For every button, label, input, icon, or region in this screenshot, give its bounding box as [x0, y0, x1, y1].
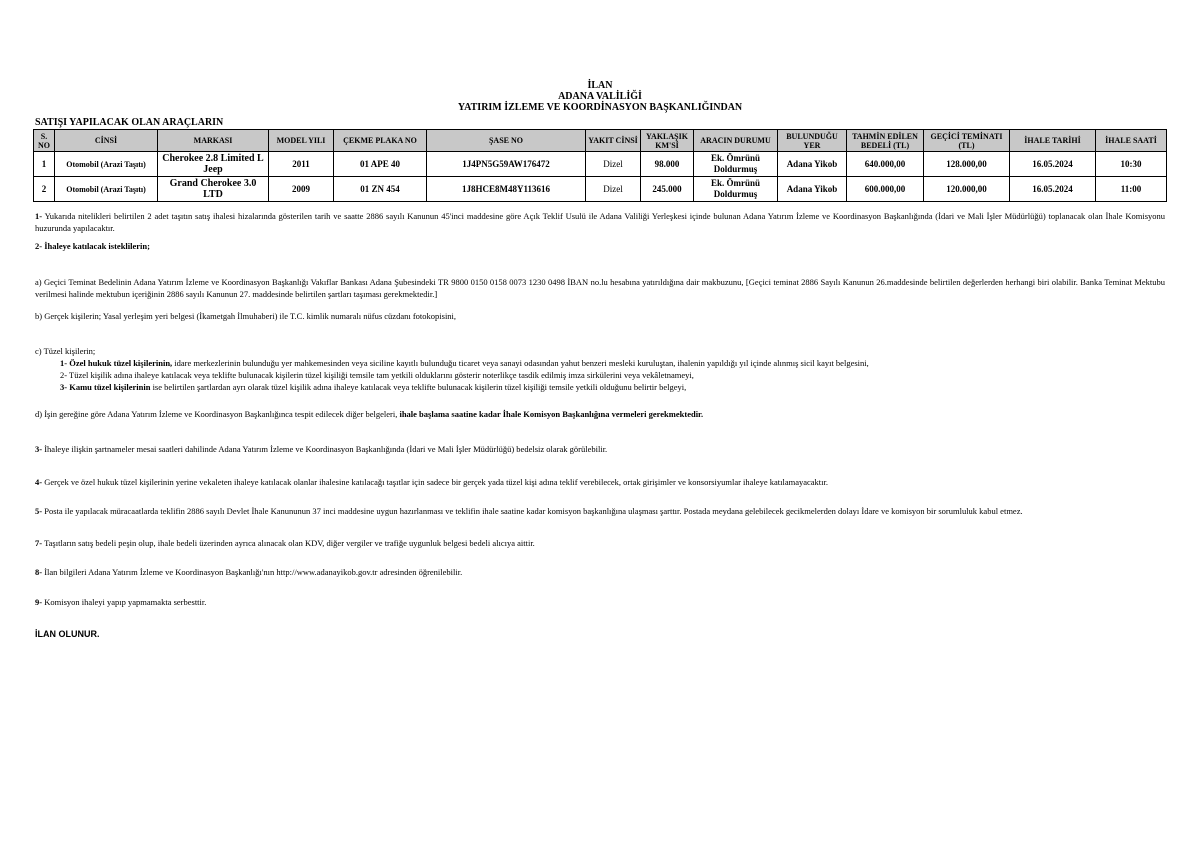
- paragraph-4-text: Gerçek ve özel hukuk tüzel kişilerinin yerine vekaleten ihaleye katılacak olanlar ihalesine katılacağı taşıtlar için sadece bir gerçek yada tüzel kişi adına teklif verebilecek, ortak girişimler ve konsorsiyumlar ihaleye katılamayacaktır.: [42, 477, 829, 487]
- paragraph-8-text: İlan bilgileri Adana Yatırım İzleme ve Koordinasyon Başkanlığı'nın http://www.adanayikob.gov.tr adresinden öğrenilebilir.: [42, 567, 463, 577]
- cell-yakit: Dizel: [586, 152, 641, 177]
- header-tarih: İHALE TARİHİ: [1010, 130, 1096, 152]
- cell-no: 2: [34, 177, 55, 202]
- cell-km: 245.000: [641, 177, 694, 202]
- header-teminat: GEÇİCİ TEMİNATI (TL): [924, 130, 1010, 152]
- paragraph-8-number: 8-: [35, 567, 43, 577]
- cell-km: 98.000: [641, 152, 694, 177]
- cell-model: 2009: [269, 177, 334, 202]
- paragraph-5-number: 5-: [35, 506, 43, 516]
- header-plaka: ÇEKME PLAKA NO: [334, 130, 427, 152]
- table-row: [34, 177, 1167, 202]
- paragraph-1: [35, 210, 1165, 234]
- paragraph-c1-text: idare merkezlerinin bulunduğu yer mahkemesinden veya siciline kayıtlı bulunduğu ticaret veya sanayi odasından yahut benzeri mesleki kuruluştan, ihalenin yapıldığı yıl içinde alınmış sicil kayıt belgesini,: [172, 358, 869, 368]
- cell-durum: Ek. Ömrünü Doldurmuş: [694, 152, 778, 177]
- cell-tarih: 16.05.2024: [1010, 177, 1096, 202]
- closing-statement: İLAN OLUNUR.: [35, 629, 100, 639]
- paragraph-c3-bold: 3- Kamu tüzel kişilerinin: [60, 382, 151, 392]
- notice-title: İLAN: [587, 80, 613, 91]
- paragraph-b: b) Gerçek kişilerin; Yasal yerleşim yeri belgesi (İkametgah İlmuhaberi) ile T.C. kimlik numaralı nüfus cüzdanı fotokopisini,: [35, 311, 457, 321]
- header-durum: ARACIN DURUMU: [694, 130, 778, 152]
- cell-yer: Adana Yikob: [778, 152, 847, 177]
- paragraph-9: [35, 596, 1165, 608]
- department-title: YATIRIM İZLEME VE KOORDİNASYON BAŞKANLIĞINDAN: [457, 102, 743, 113]
- paragraph-9-text: Komisyon ihaleyi yapıp yapmamakta serbesttir.: [42, 597, 207, 607]
- paragraph-3: [35, 443, 1165, 455]
- cell-markasi: Grand Cherokee 3.0 LTD: [158, 177, 269, 202]
- header-km: YAKLAŞIK KM'Sİ: [641, 130, 694, 152]
- header-no: S. NO: [34, 130, 55, 152]
- cell-markasi: Cherokee 2.8 Limited L Jeep: [158, 152, 269, 177]
- cell-saat: 10:30: [1096, 152, 1167, 177]
- table-row: [34, 152, 1167, 177]
- cell-bedel: 640.000,00: [847, 152, 924, 177]
- cell-yakit: Dizel: [586, 177, 641, 202]
- paragraph-3-text: İhaleye ilişkin şartnameler mesai saatleri dahilinde Adana Yatırım İzleme ve Koordinasyon Başkanlığında (İdari ve Mali İşler Müdürlüğü) bedelsiz olarak görülebilir.: [42, 444, 608, 454]
- paragraph-c3-text: ise belirtilen şartlardan ayrı olarak tüzel kişilik adına ihaleye katılacak veya teklifte bulunacak kişilerin tüzel kişiliği temsile yetkili olduğunu belirtir belgeyi,: [150, 382, 687, 392]
- paragraph-d: [35, 408, 1165, 420]
- paragraph-5-text: Posta ile yapılacak müracaatlarda teklifin 2886 sayılı Devlet İhale Kanununun 37 inci maddesine uygun hazırlanması ve teklifin ihale saatine kadar komisyon başkanlığına ulaşması şarttır. Postada meydana gelebilecek gecikmelerden dolayı İdare ve komisyon bir sorumluluk kabul etmez.: [42, 506, 1023, 516]
- table-header-row: [34, 130, 1167, 152]
- paragraph-4-number: 4-: [35, 477, 43, 487]
- header-yakit: YAKIT CİNSİ: [586, 130, 641, 152]
- paragraph-5: [35, 505, 1165, 517]
- paragraph-3-number: 3-: [35, 444, 43, 454]
- cell-teminat: 128.000,00: [924, 152, 1010, 177]
- paragraph-d-text: d) İşin gereğine göre Adana Yatırım İzleme ve Koordinasyon Başkanlığınca tespit edilecek diğer belgeleri,: [35, 409, 400, 419]
- cell-teminat: 120.000,00: [924, 177, 1010, 202]
- paragraph-7-text: Taşıtların satış bedeli peşin olup, ihale bedeli üzerinden ayrıca alınacak olan KDV, diğer vergiler ve trafiğe uygunluk belgesi bedeli alıcıya aittir.: [42, 538, 535, 548]
- paragraph-4: [35, 476, 1165, 488]
- paragraph-9-number: 9-: [35, 597, 43, 607]
- cell-sase: 1J8HCE8M48Y113616: [427, 177, 586, 202]
- paragraph-7-number: 7-: [35, 538, 43, 548]
- cell-durum: Ek. Ömrünü Doldurmuş: [694, 177, 778, 202]
- cell-saat: 11:00: [1096, 177, 1167, 202]
- paragraph-c3: [35, 381, 1190, 393]
- cell-plaka: 01 ZN 454: [334, 177, 427, 202]
- paragraph-2-text: 2- İhaleye katılacak isteklilerin;: [35, 241, 150, 251]
- header-bedel: TAHMİN EDİLEN BEDELİ (TL): [847, 130, 924, 152]
- paragraph-1-number: 1-: [35, 211, 43, 221]
- cell-cinsi: Otomobil (Arazi Taşıtı): [55, 152, 158, 177]
- header-saat: İHALE SAATİ: [1096, 130, 1167, 152]
- paragraph-1-text: Yukarıda nitelikleri belirtilen 2 adet taşıtın satış ihalesi hizalarında gösterilen tarih ve saatte 2886 sayılı Kanunun 45'inci maddesine göre Açık Teklif Usulü ile Adana Valiliği Yerleşkesi içinde bulunan Adana Yatırım İzleme ve Koordinasyon Başkanlığında (İdari ve Mali İşler Müdürlüğü) toplanacak olan İhale Komisyonu huzurunda yapılacaktır.: [35, 211, 1166, 233]
- paragraph-a: a) Geçici Teminat Bedelinin Adana Yatırım İzleme ve Koordinasyon Başkanlığı Vakıflar Bankası Adana Şubesindeki TR 9800 0150 0158 0073 1230 0498 İBAN no.lu hesabına yatırıldığına dair makbuzunu, [Geçici teminat 2886 Sayılı Kanunun 26.maddesinde belirtilen değerlerden herhangi biri olabilir. Banka Teminat Mektubu verilmesi halinde mektubun içeriğinin 2886 sayılı Kanunun 27. maddesinde belirtilen şartları taşıması gerekmektedir.]: [35, 277, 1165, 299]
- header-yer: BULUNDUĞU YER: [778, 130, 847, 152]
- cell-yer: Adana Yikob: [778, 177, 847, 202]
- vehicle-table: [33, 129, 1167, 202]
- cell-cinsi: Otomobil (Arazi Taşıtı): [55, 177, 158, 202]
- paragraph-c: c) Tüzel kişilerin;: [35, 346, 96, 356]
- cell-sase: 1J4PN5G59AW176472: [427, 152, 586, 177]
- paragraph-8: [35, 566, 1165, 578]
- header-markasi: MARKASI: [158, 130, 269, 152]
- cell-bedel: 600.000,00: [847, 177, 924, 202]
- cell-tarih: 16.05.2024: [1010, 152, 1096, 177]
- paragraph-2: [35, 240, 1165, 252]
- header-cinsi: CİNSİ: [55, 130, 158, 152]
- paragraph-7: [35, 537, 1165, 549]
- header-model: MODEL YILI: [269, 130, 334, 152]
- governorship-title: ADANA VALİLİĞİ: [558, 91, 642, 102]
- paragraph-d-bold: ihale başlama saatine kadar İhale Komisyon Başkanlığına vermeleri gerekmektedir.: [399, 409, 704, 419]
- paragraph-c1: [35, 357, 1190, 369]
- cell-plaka: 01 APE 40: [334, 152, 427, 177]
- paragraph-c1-bold: 1- Özel hukuk tüzel kişilerinin,: [60, 358, 173, 368]
- cell-no: 1: [34, 152, 55, 177]
- section-title: SATIŞI YAPILACAK OLAN ARAÇLARIN: [35, 117, 224, 128]
- header-sase: ŞASE NO: [427, 130, 586, 152]
- cell-model: 2011: [269, 152, 334, 177]
- paragraph-c2: 2- Tüzel kişilik adına ihaleye katılacak veya teklifte bulunacak kişilerin tüzel kişiliği temsile tam yetkili olduklarını gösterir noterlikçe tasdik edilmiş imza sirkülerini veya vekâletnameyi,: [60, 370, 694, 380]
